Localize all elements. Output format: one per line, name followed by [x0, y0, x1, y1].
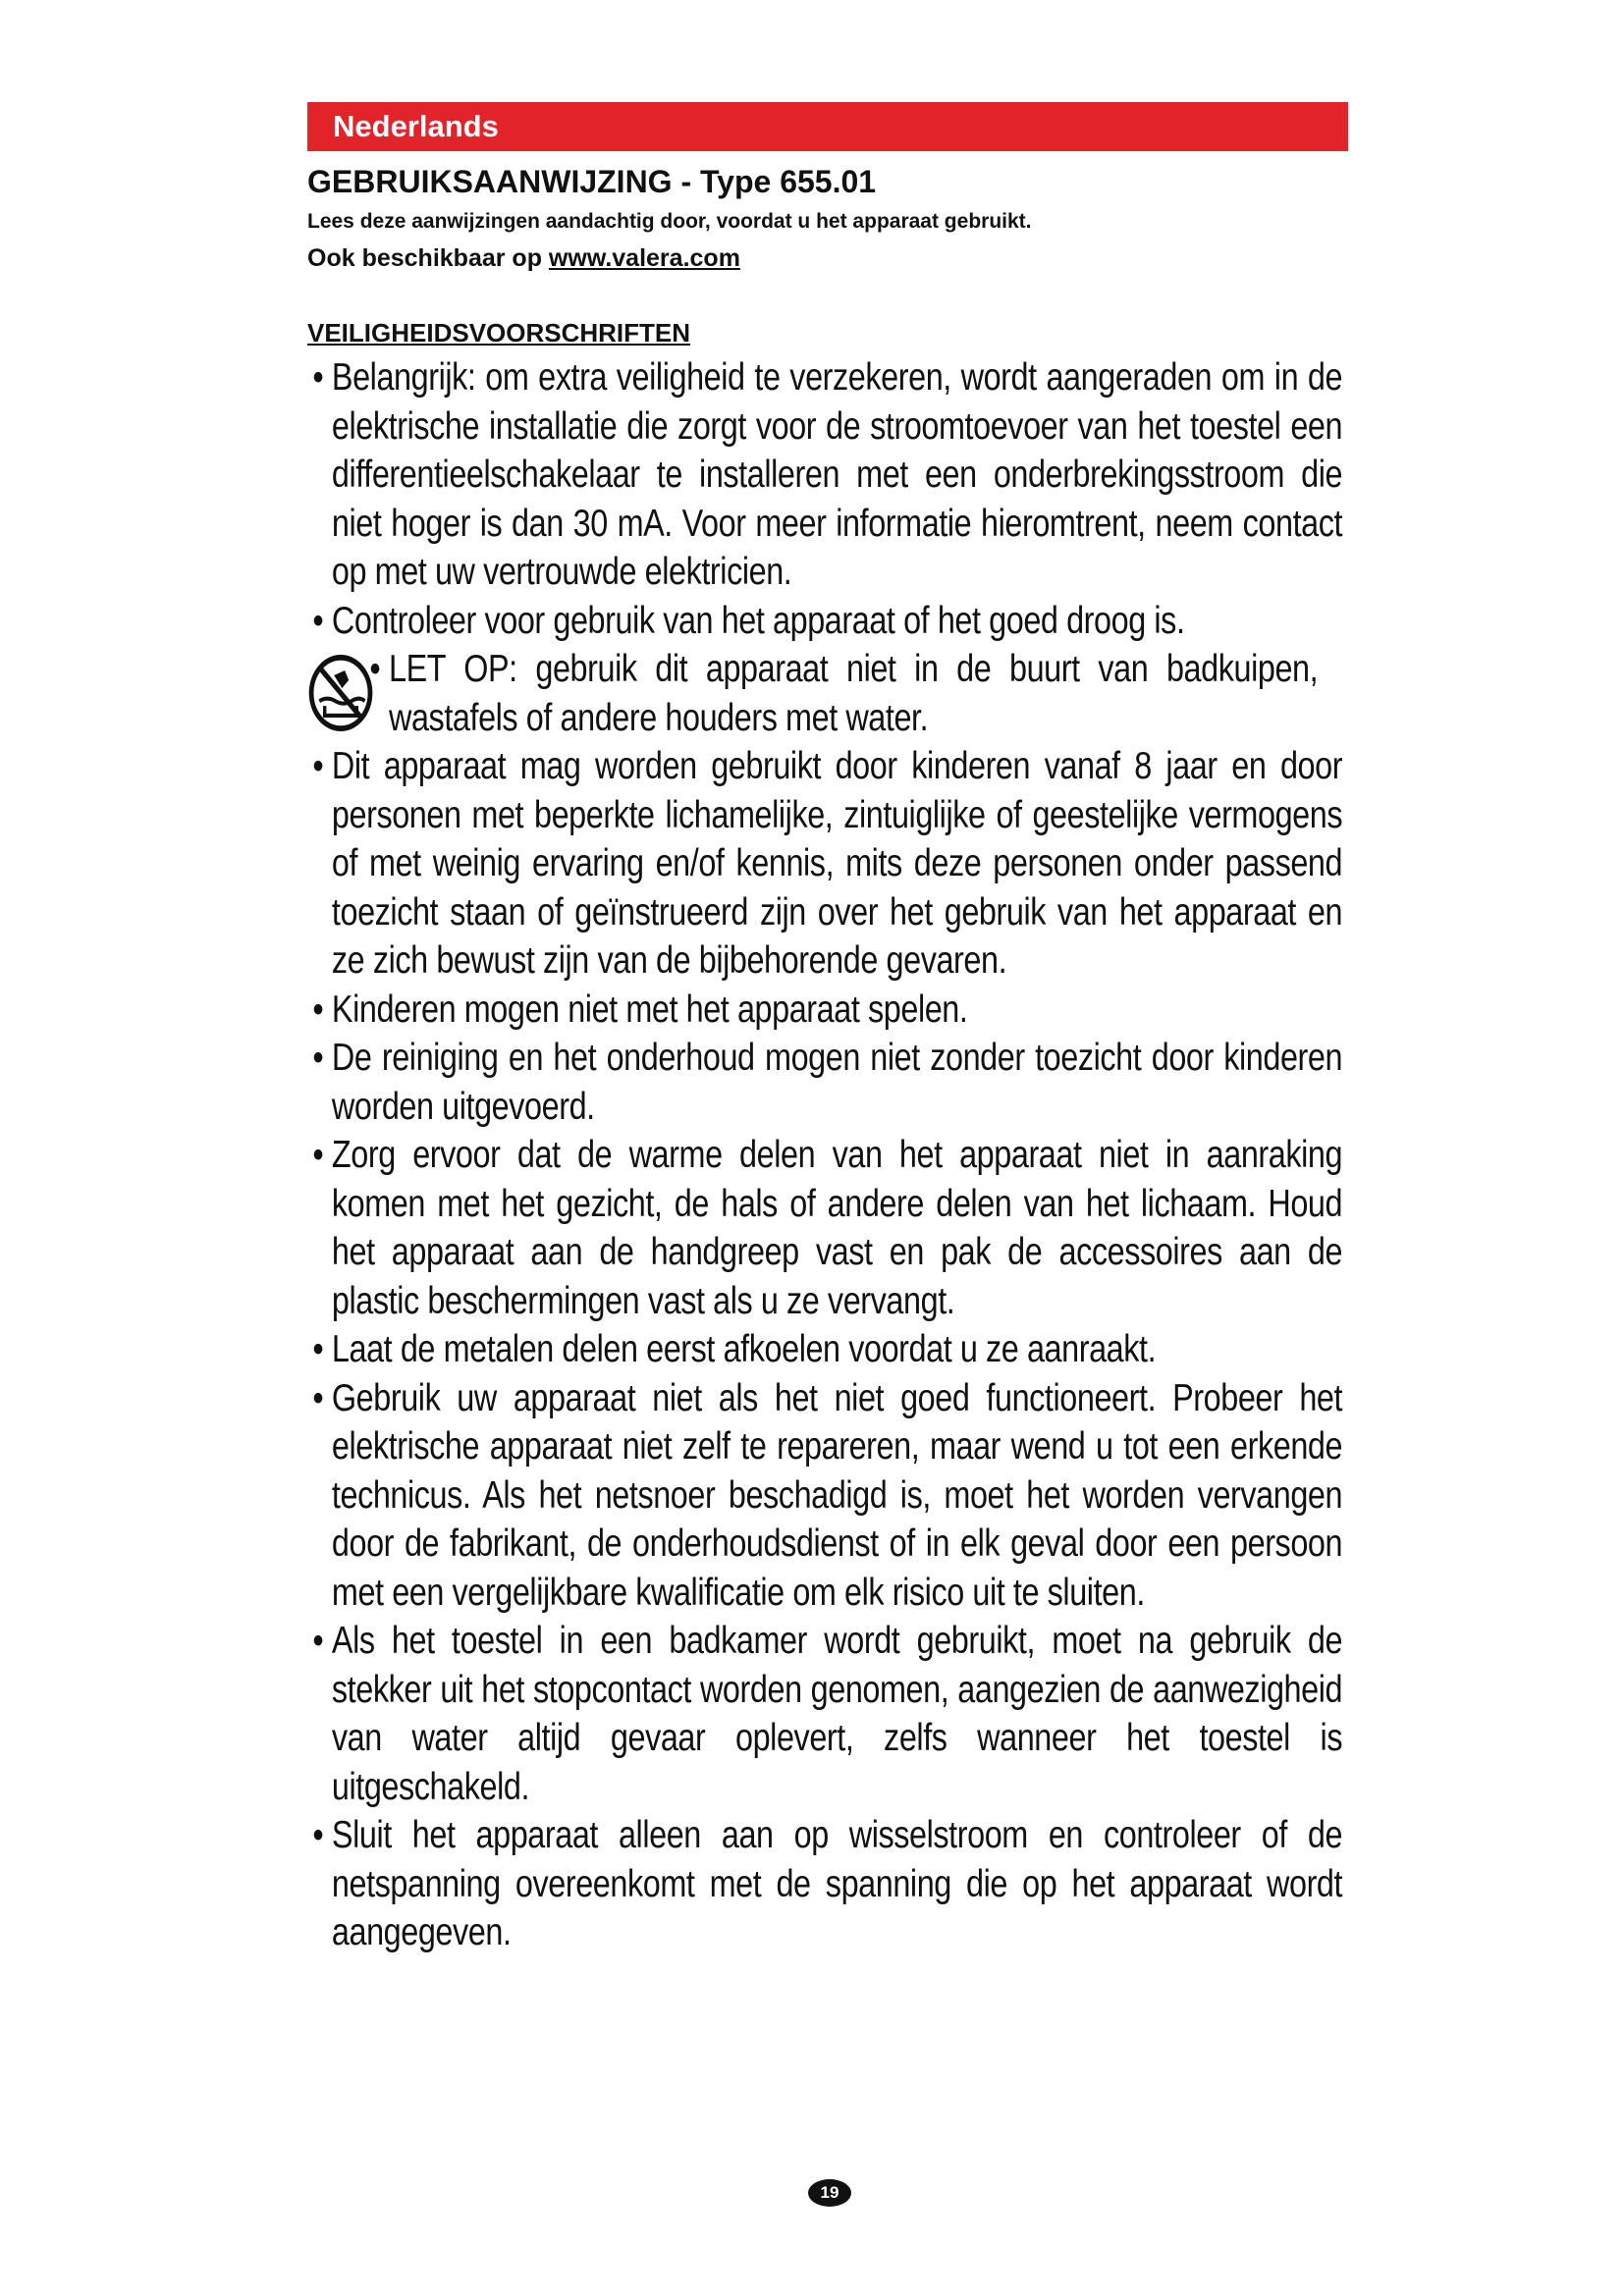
- list-item: • Zorg ervoor dat de warme delen van het apparaat niet in aanraking komen met het gezicht, de hals of andere delen van het lichaam. Houd het apparaat aan de handgreep vast en pak de accessoires aan de plastic beschermingen vast als u ze vervangt.: [307, 1131, 1342, 1325]
- bullet: •: [312, 988, 324, 1031]
- list-item: • Dit apparaat mag worden gebruikt door kinderen vanaf 8 jaar en door personen met beperkte lichamelijke, zintuiglijke of geestelijke vermogens of met weinig ervaring en/of kennis, mits deze personen onder passend toezicht staan of geïnstrueerd zijn over het gebruik van het apparaat en ze zich bewust zijn van de bijbehorende gevaren.: [307, 742, 1342, 986]
- bullet: •: [312, 1620, 324, 1662]
- bullet: •: [369, 648, 381, 690]
- section-title: VEILIGHEIDSVOORSCHRIFTEN: [307, 318, 691, 347]
- bullet: •: [312, 1376, 324, 1419]
- language-banner: Nederlands: [307, 102, 1348, 151]
- website-link[interactable]: www.valera.com: [548, 244, 740, 272]
- list-item: • Laat de metalen delen eerst afkoelen voordat u ze aanraakt.: [307, 1325, 1342, 1374]
- document-title: GEBRUIKSAANWIJZING - Type 655.01: [307, 164, 877, 199]
- list-item: • De reiniging en het onderhoud mogen niet zonder toezicht door kinderen worden uitgevoerd.: [307, 1034, 1342, 1131]
- safety-list: [307, 353, 1348, 1957]
- page-number: 19: [808, 2179, 851, 2207]
- bullet: •: [312, 599, 324, 642]
- list-item: • Als het toestel in een badkamer wordt gebruikt, moet na gebruik de stekker uit het stopcontact worden genomen, aangezien de aanwezigheid van water altijd gevaar oplevert, zelfs wanneer het toestel is uitgeschakeld.: [307, 1617, 1342, 1811]
- list-item: • Gebruik uw apparaat niet als het niet goed functioneert. Probeer het elektrische apparaat niet zelf te repareren, maar wend u tot een erkende technicus. Als het netsnoer beschadigd is, moet het worden vervangen door de fabrikant, de onderhoudsdienst of in elk geval door een persoon met een vergelijkbare kwalificatie om elk risico uit te sluiten.: [307, 1374, 1342, 1618]
- bullet: •: [312, 356, 324, 399]
- list-item-warning: [307, 645, 1318, 742]
- bullet: •: [312, 1328, 324, 1370]
- bullet: •: [312, 1037, 324, 1079]
- bullet: •: [312, 1814, 324, 1856]
- bullet: •: [312, 745, 324, 787]
- availability-prefix: Ook beschikbaar op: [307, 244, 549, 272]
- intro-text: Lees deze aanwijzingen aandachtig door, voordat u het apparaat gebruikt.: [307, 210, 1032, 233]
- warning-row: • LET OP: gebruik dit apparaat niet in de buurt van badkuipen, wastafels of andere houders met water.: [307, 645, 1318, 742]
- bullet: •: [312, 1134, 324, 1176]
- list-item: • Sluit het apparaat alleen aan op wisselstroom en controleer of de netspanning overeenkomt met de spanning die op het apparaat wordt aangegeven.: [307, 1811, 1342, 1957]
- list-item: • Belangrijk: om extra veiligheid te verzekeren, wordt aangeraden om in de elektrische installatie die zorgt voor de stroomtoevoer van het toestel een differentieelschakelaar te installeren met een onderbrekingsstroom die niet hoger is dan 30 mA. Voor meer informatie hieromtrent, neem contact op met uw vertrouwde elektricien.: [307, 353, 1342, 597]
- availability-line: [307, 241, 1348, 275]
- manual-page: [307, 102, 1348, 1957]
- list-item: • Kinderen mogen niet met het apparaat spelen.: [307, 986, 1342, 1035]
- list-item: • Controleer voor gebruik van het apparaat of het goed droog is.: [307, 597, 1342, 646]
